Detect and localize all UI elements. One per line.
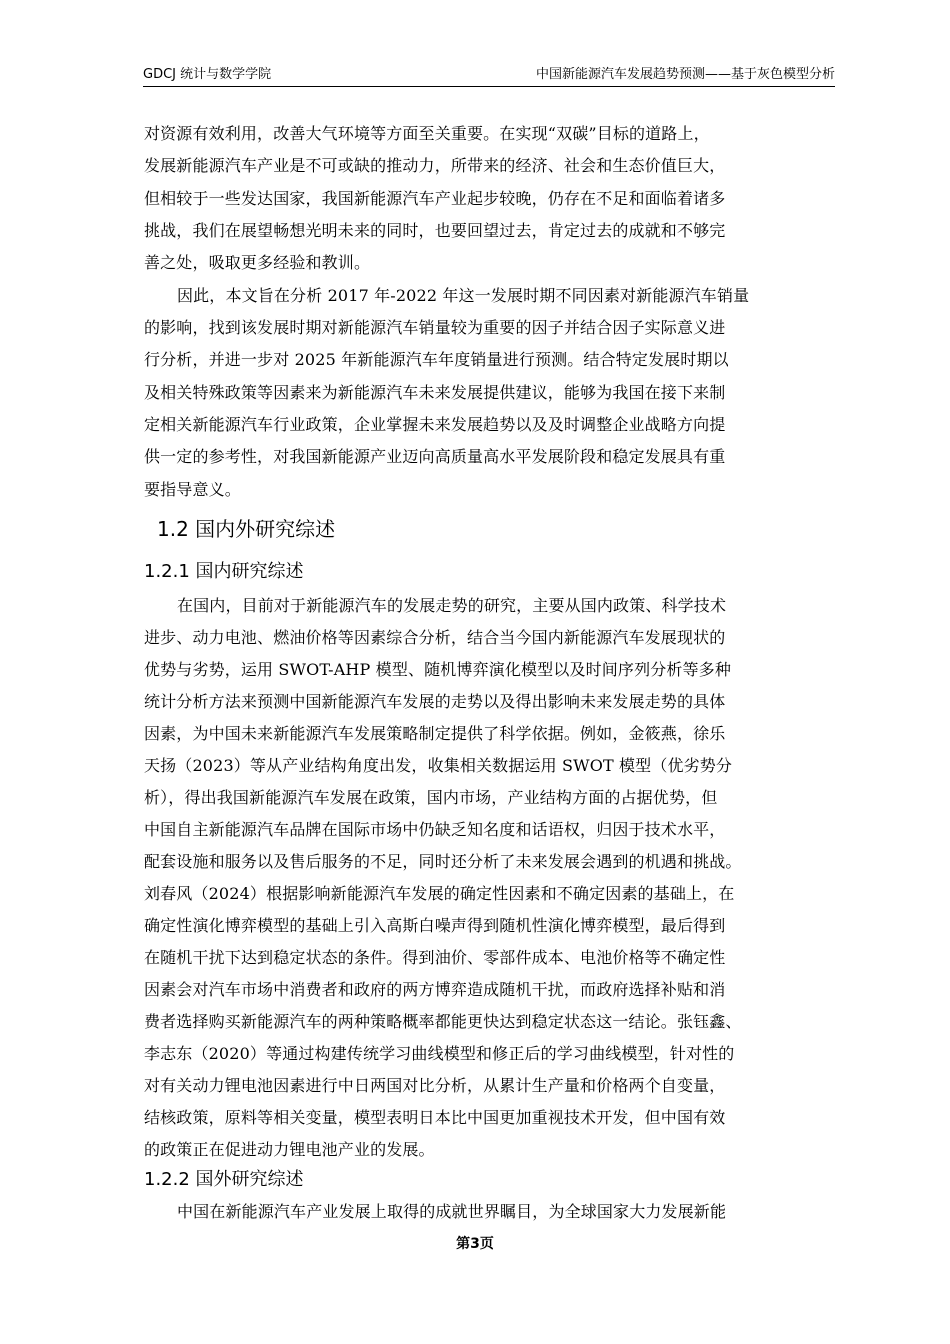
para3-line: 费者选择购买新能源汽车的两种策略概率都能更快达到稳定状态这一结论。张钰鑫、 [144,1012,742,1031]
para3-line: 李志东（2020）等通过构建传统学习曲线模型和修正后的学习曲线模型，针对性的 [144,1044,735,1063]
para3-line: 配套设施和服务以及售后服务的不足，同时还分析了未来发展会遇到的机遇和挑战。 [144,852,742,871]
subsection-heading: 1.2.1 国内研究综述 [144,561,304,582]
para2-line: 因此，本文旨在分析 2017 年-2022 年这一发展时期不同因素对新能源汽车销量 [177,286,750,305]
para3-line: 进步、动力电池、燃油价格等因素综合分析，结合当今国内新能源汽车发展现状的 [144,628,726,647]
para3-line: 优势与劣势，运用 SWOT-AHP 模型、随机博弈演化模型以及时间序列分析等多种 [144,660,731,679]
para3-line: 在随机干扰下达到稳定状态的条件。得到油价、零部件成本、电池价格等不确定性 [144,948,726,967]
para2-line: 供一定的参考性，对我国新能源产业迈向高质量高水平发展阶段和稳定发展具有重 [144,447,726,466]
para2-line: 定相关新能源汽车行业政策，企业掌握未来发展趋势以及及时调整企业战略方向提 [144,415,726,434]
para1-line: 挑战，我们在展望畅想光明未来的同时，也要回望过去，肯定过去的成就和不够完 [144,221,726,240]
para4-line: 中国在新能源汽车产业发展上取得的成就世界瞩目，为全球国家大力发展新能 [177,1202,727,1221]
para3-line: 统计分析方法来预测中国新能源汽车发展的走势以及得出影响未来发展走势的具体 [144,692,726,711]
para3-line: 确定性演化博弈模型的基础上引入高斯白噪声得到随机性演化博弈模型，最后得到 [144,916,726,935]
para2-line: 要指导意义。 [144,480,241,499]
para3-line: 中国自主新能源汽车品牌在国际市场中仍缺乏知名度和话语权，归因于技术水平， [144,820,726,839]
para3-line: 在国内，目前对于新能源汽车的发展走势的研究，主要从国内政策、科学技术 [177,596,727,615]
para3-line: 结核政策，原料等相关变量，模型表明日本比中国更加重视技术开发，但中国有效 [144,1108,726,1127]
page-number: 第3页 [456,1236,494,1252]
header-institution: GDCJ 统计与数学学院 [143,67,272,82]
para2-line: 的影响，找到该发展时期对新能源汽车销量较为重要的因子并结合因子实际意义进 [144,318,726,337]
para1-line: 善之处，吸取更多经验和教训。 [144,253,371,272]
para3-line: 刘春风（2024）根据影响新能源汽车发展的确定性因素和不确定因素的基础上，在 [144,884,735,903]
para2-line: 及相关特殊政策等因素来为新能源汽车未来发展提供建议，能够为我国在接下来制 [144,383,726,402]
header-paper-title: 中国新能源汽车发展趋势预测——基于灰色模型分析 [535,67,835,82]
para3-line: 析），得出我国新能源汽车发展在政策，国内市场，产业结构方面的占据优势，但 [144,788,718,807]
para1-line: 对资源有效利用，改善大气环境等方面至关重要。在实现“双碳”目标的道路上， [144,124,710,143]
para2-line: 行分析，并进一步对 2025 年新能源汽车年度销量进行预测。结合特定发展时期以 [144,350,729,369]
para3-line: 对有关动力锂电池因素进行中日两国对比分析，从累计生产量和价格两个自变量， [144,1076,726,1095]
para3-line: 因素，为中国未来新能源汽车发展策略制定提供了科学依据。例如，金筱燕，徐乐 [144,724,726,743]
section-heading: 1.2 国内外研究综述 [157,517,336,541]
para3-line: 因素会对汽车市场中消费者和政府的两方博弈造成随机干扰，而政府选择补贴和消 [144,980,726,999]
para3-line: 天扬（2023）等从产业结构角度出发，收集相关数据运用 SWOT 模型（优劣势分 [144,756,733,775]
para3-line: 的政策正在促进动力锂电池产业的发展。 [144,1140,435,1159]
para1-line: 发展新能源汽车产业是不可或缺的推动力，所带来的经济、社会和生态价值巨大， [144,156,726,175]
para1-line: 但相较于一些发达国家，我国新能源汽车产业起步较晚，仍存在不足和面临着诸多 [144,189,726,208]
page-header [143,66,835,87]
subsection-heading: 1.2.2 国外研究综述 [144,1169,304,1190]
